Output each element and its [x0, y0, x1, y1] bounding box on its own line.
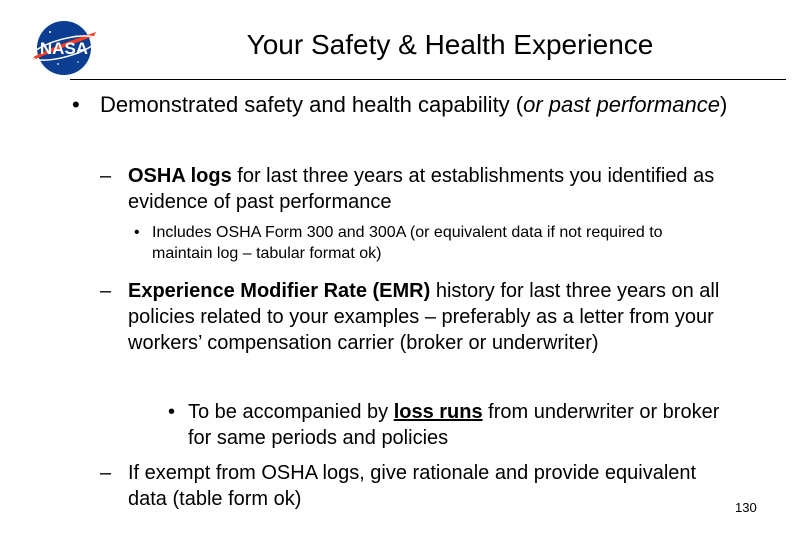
- bullet-past-performance: • Demonstrated safety and health capability (or past performance): [72, 92, 728, 117]
- page-number: 130: [735, 500, 757, 515]
- bullet-dot: •: [134, 224, 140, 241]
- dash-exempt: – If exempt from OSHA logs, give rationale and provide equivalent data (table form ok): [100, 462, 697, 510]
- sub-bullet-loss-runs: • To be accompanied by loss runs from underwriter or broker for same periods and policies: [168, 401, 720, 449]
- dash-marker: –: [100, 280, 112, 302]
- dash-marker: –: [100, 462, 112, 484]
- dash-emr-history: – Experience Modifier Rate (EMR) history for last three years on all policies related to your examples – preferably as a letter from your workers’ compensation carrier (broker or underwriter): [100, 280, 720, 354]
- bullet-dot: •: [168, 401, 176, 423]
- nasa-logo-text: NASA: [39, 39, 89, 58]
- dash-osha-logs: – OSHA logs for last three years at establishments you identified as evidence of past performance: [100, 165, 715, 213]
- nasa-logo: [28, 18, 98, 78]
- title-divider: [70, 79, 786, 80]
- dash-marker: –: [100, 165, 112, 187]
- bullet-dot: •: [72, 92, 80, 117]
- slide-title: Your Safety & Health Experience: [246, 29, 654, 60]
- sub-bullet-osha-forms: • Includes OSHA Form 300 and 300A (or equivalent data if not required to maintain log – tabular format ok): [134, 224, 663, 262]
